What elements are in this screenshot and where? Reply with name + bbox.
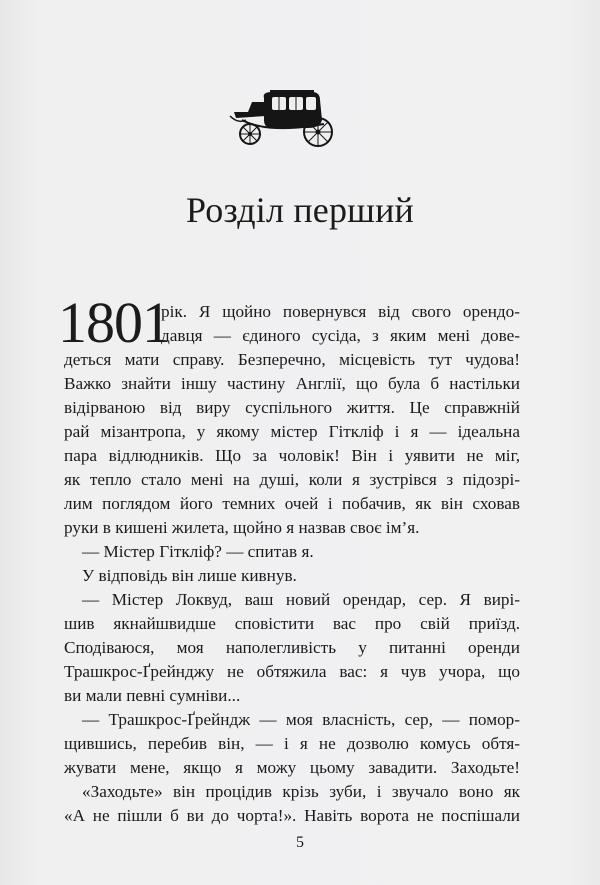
chapter-title: Розділ перший — [185, 190, 415, 230]
chapter-dropcap-year: 1801 — [58, 290, 170, 355]
body-line: — Трашкрос-Ґрейндж — моя власність, сер, — помор- — [82, 710, 520, 729]
body-line: пара відлюдників. Що за чоловік! Він і уявити не міг, — [64, 446, 520, 465]
body-line: жувати мене, якщо я можу цьому завадити. Заходьте! — [64, 758, 520, 777]
body-line: — Містер Гіткліф? — спитав я. — [82, 542, 314, 561]
body-line: рік. Я щойно повернувся від свого орендо- — [161, 302, 520, 321]
body-line: Важко знайти іншу частину Англії, що була б настільки — [64, 374, 520, 393]
body-line: У відповідь він лише кивнув. — [82, 566, 297, 585]
body-line: як тепло стало мені на душі, коли я зустрівся з підозрі- — [64, 470, 520, 489]
body-line: «А не пішли б ви до чорта!». Навіть ворота не поспішали — [64, 806, 520, 825]
body-line: Трашкрос-Ґрейнджу не обтяжила вас: я чув учора, що — [64, 662, 520, 681]
body-line: руки в кишені жилета, щойно я назвав своє ім’я. — [64, 518, 420, 537]
page-number: 5 — [296, 834, 304, 851]
body-line: «Заходьте» він процідив крізь зуби, і звучало воно як — [82, 782, 520, 801]
body-line: ви мали певні сумніви... — [64, 686, 241, 705]
body-line: лим поглядом його темних очей і побачив, як він сховав — [64, 494, 520, 513]
body-line: відірваною від виру суспільного життя. Це справжній — [64, 398, 520, 417]
body-line: деться мати справу. Безперечно, місцевість тут чудова! — [64, 350, 520, 369]
body-line: шив якнайшвидше сповістити вас про свій приїзд. — [64, 614, 520, 633]
carriage-icon — [228, 90, 338, 148]
body-line: давця — єдиного сусіда, з яким мені дове- — [161, 326, 520, 345]
body-line: рай мізантропа, у якому містер Гіткліф і я — ідеальна — [64, 422, 520, 441]
body-line: — Містер Локвуд, ваш новий орендар, сер. Я вирі- — [82, 590, 520, 609]
body-line: Сподіваюся, моя наполегливість у питанні оренди — [64, 638, 520, 657]
body-line: щившись, перебив він, — і я не дозволю комусь обтя- — [64, 734, 520, 753]
